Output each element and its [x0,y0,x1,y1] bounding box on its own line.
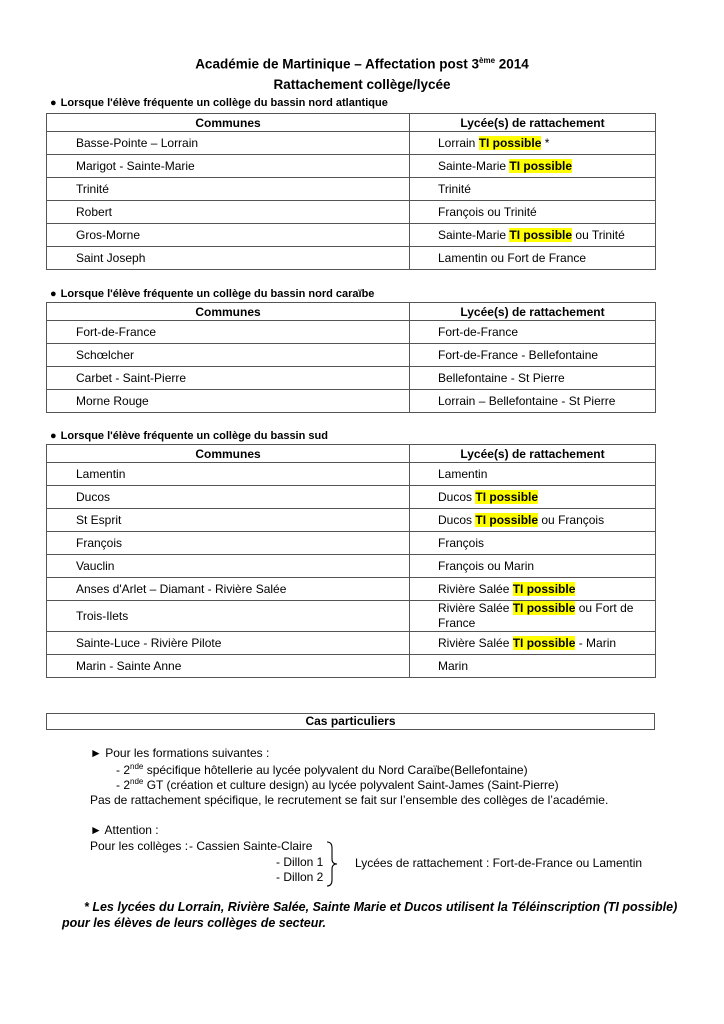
table-nord-caraibe [46,302,656,413]
lycee-text: François ou Trinité [438,205,537,219]
table-row [47,578,656,601]
footnote-line-1: * Les lycées du Lorrain, Rivière Salée, Sainte Marie et Ducos utilisent la Téléinscription (TI possible) [84,900,678,914]
lycee-cell [410,155,656,178]
lycee-text: Sainte-Marie [438,159,510,173]
table-header-row [47,303,656,321]
lycee-cell [410,601,656,632]
table-row [47,224,656,247]
commune-cell: Ducos [47,486,410,509]
college-dillon-1: - Dillon 1 [276,855,324,869]
table-row [47,247,656,270]
lycee-text: Marin [438,659,469,673]
ti-possible-highlight: TI possible [512,582,576,596]
commune-cell: Schœlcher [47,344,410,367]
table-row [47,201,656,224]
cas-particuliers-heading: Cas particuliers [46,713,655,730]
lycee-text: Lamentin [438,467,488,481]
lycee-text: * [541,136,550,150]
header-communes: Communes [47,445,410,463]
lycee-text: Trinité [438,182,471,196]
formations-intro: ► Pour les formations suivantes : [90,746,270,760]
ti-possible-highlight: TI possible [478,136,542,150]
commune-cell: Lamentin [47,463,410,486]
commune-cell: Vauclin [47,555,410,578]
commune-cell: Gros-Morne [47,224,410,247]
table-row [47,509,656,532]
commune-cell: Sainte-Luce - Rivière Pilote [47,632,410,655]
header-lycees: Lycée(s) de rattachement [410,303,656,321]
section-heading-text: Lorsque l'élève fréquente un collège du bassin nord caraïbe [60,288,375,300]
commune-cell: Robert [47,201,410,224]
lycee-text: ou Fort de France [438,601,634,630]
header-lycees: Lycée(s) de rattachement [410,114,656,132]
lycee-text: Lamentin ou Fort de France [438,251,587,265]
page-subtitle: Rattachement collège/lycée [273,77,451,92]
ti-possible-highlight: TI possible [475,513,539,527]
lycee-cell [410,390,656,413]
commune-cell: Carbet - Saint-Pierre [47,367,410,390]
header-lycees: Lycée(s) de rattachement [410,445,656,463]
ti-possible-highlight: TI possible [512,636,576,650]
table-row [47,344,656,367]
lycee-cell [410,655,656,678]
table-row [47,178,656,201]
bullet-icon: ● [50,97,57,109]
section-heading-text: Lorsque l'élève fréquente un collège du bassin sud [60,430,328,442]
table-row [47,555,656,578]
lycee-cell [410,247,656,270]
lycee-cell [410,509,656,532]
curly-brace-icon [325,840,339,888]
attention-label: ► Attention : [90,823,159,837]
lycee-cell [410,344,656,367]
colleges-label: Pour les collèges : [90,839,189,853]
formation-item-1 [116,762,528,777]
formation-item-1-sup: nde [130,762,144,771]
lycee-text: Sainte-Marie [438,228,510,242]
lycee-text: Rivière Salée [438,582,513,596]
title-year: 2014 [495,56,529,72]
section-heading-text: Lorsque l'élève fréquente un collège du bassin nord atlantique [60,97,388,109]
lycee-cell [410,632,656,655]
lycees-rattachement-text: Lycées de rattachement : Fort-de-France ou Lamentin [355,856,643,870]
lycee-text: Rivière Salée [438,601,513,615]
formation-item-2-sup: nde [130,777,144,786]
lycee-text: François [438,536,485,550]
table-row [47,632,656,655]
table-row [47,155,656,178]
commune-cell: Marin - Sainte Anne [47,655,410,678]
lycee-text: Bellefontaine - St Pierre [438,371,565,385]
lycee-text: François ou Marin [438,559,535,573]
commune-cell: Basse-Pointe – Lorrain [47,132,410,155]
title-superscript: ème [479,56,496,65]
header-communes: Communes [47,303,410,321]
lycee-text: Lorrain [438,136,479,150]
header-communes: Communes [47,114,410,132]
lycee-cell [410,578,656,601]
ti-possible-highlight: TI possible [509,159,573,173]
commune-cell: Marigot - Sainte-Marie [47,155,410,178]
ti-possible-highlight: TI possible [512,601,576,615]
lycee-cell [410,132,656,155]
table-nord-atlantique [46,113,656,270]
lycee-text: Lorrain – Bellefontaine - St Pierre [438,394,616,408]
formation-item-2 [116,777,559,792]
lycee-cell [410,321,656,344]
table-row [47,321,656,344]
footnote-line-2: pour les élèves de leurs collèges de secteur. [62,916,327,930]
table-row [47,132,656,155]
ti-possible-highlight: TI possible [509,228,573,242]
lycee-text: - Marin [575,636,617,650]
table-header-row [47,445,656,463]
section-heading-sud [50,430,328,442]
commune-cell: Saint Joseph [47,247,410,270]
bullet-icon: ● [50,430,57,442]
commune-cell: Fort-de-France [47,321,410,344]
commune-cell: Anses d'Arlet – Diamant - Rivière Salée [47,578,410,601]
formation-item-1-text: spécifique hôtellerie au lycée polyvalent du Nord Caraïbe(Bellefontaine) [143,763,528,777]
table-row [47,532,656,555]
lycee-cell [410,555,656,578]
bullet-icon: ● [50,288,57,300]
lycee-cell [410,178,656,201]
table-row [47,367,656,390]
section-heading-nord-atlantique [50,97,388,109]
college-cassien: - Cassien Sainte-Claire [189,839,313,853]
commune-cell: Trinité [47,178,410,201]
table-row [47,390,656,413]
lycee-text: Rivière Salée [438,636,513,650]
commune-cell: Morne Rouge [47,390,410,413]
lycee-text: ou Trinité [572,228,625,242]
college-dillon-2: - Dillon 2 [276,870,324,884]
table-header-row [47,114,656,132]
lycee-cell [410,201,656,224]
lycee-cell [410,224,656,247]
lycee-text: Ducos [438,490,476,504]
commune-cell: François [47,532,410,555]
lycee-cell [410,532,656,555]
table-sud [46,444,656,678]
no-rattachement-text: Pas de rattachement spécifique, le recrutement se fait sur l’ensemble des collèges de l’académie. [90,793,609,807]
lycee-cell [410,367,656,390]
lycee-text: ou François [538,513,605,527]
commune-cell: Trois-Ilets [47,601,410,632]
table-row [47,463,656,486]
formation-item-2-prefix: - 2 [116,778,131,792]
lycee-cell [410,486,656,509]
lycee-text: Ducos [438,513,476,527]
table-row [47,486,656,509]
commune-cell: St Esprit [47,509,410,532]
title-text: Académie de Martinique – Affectation post 3 [195,56,479,72]
formation-item-2-text: GT (création et culture design) au lycée polyvalent Saint-James (Saint-Pierre) [143,778,559,792]
ti-possible-highlight: TI possible [475,490,539,504]
formation-item-1-prefix: - 2 [116,763,131,777]
lycee-cell [410,463,656,486]
section-heading-nord-caraibe [50,288,374,300]
lycee-text: Fort-de-France - Bellefontaine [438,348,599,362]
page-title [0,56,724,72]
table-row [47,601,656,632]
table-row [47,655,656,678]
lycee-text: Fort-de-France [438,325,519,339]
